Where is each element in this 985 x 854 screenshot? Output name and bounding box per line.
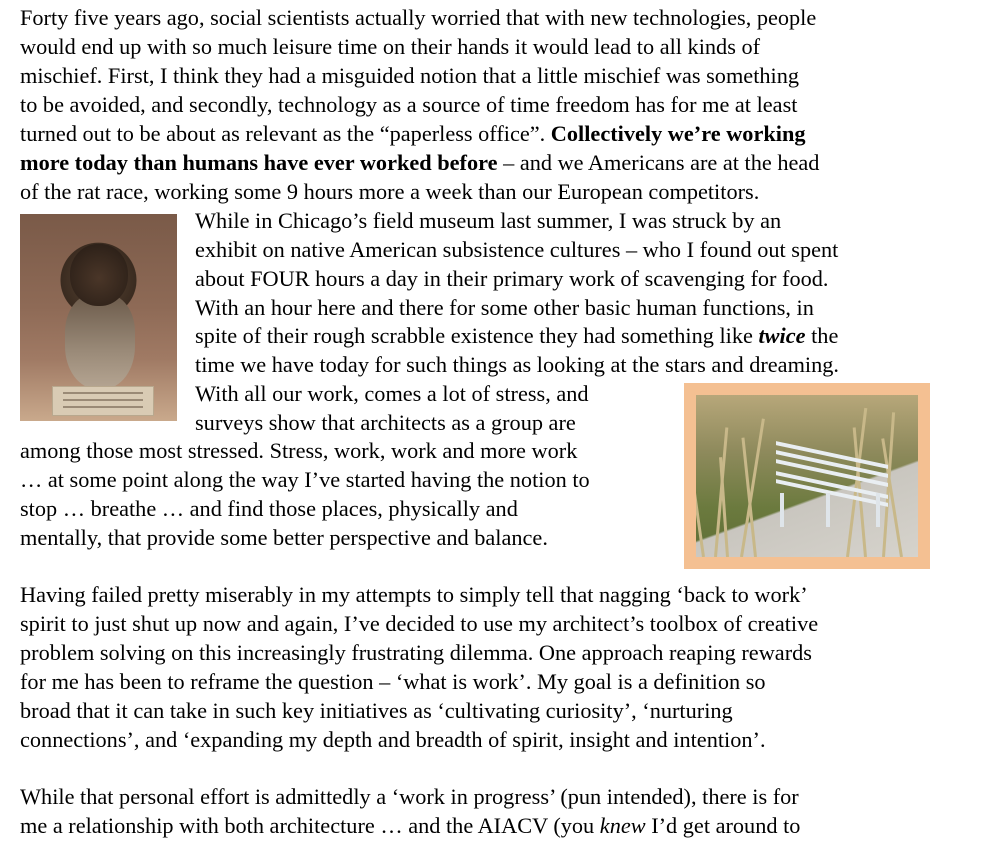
para1-line6-text: – and we Americans are at the head [497,150,820,175]
para3-line2: spirit to just shut up now and again, I’ve decided to use my architect’s toolbox of creative [20,611,819,636]
para3-line1: Having failed pretty miserably in my attempts to simply tell that nagging ‘back to work’ [20,582,808,607]
para1-line5-text: turned out to be about as relevant as the “paperless office”. [20,121,551,146]
para2-line1: While in Chicago’s field museum last summer, I was struck by an [195,208,782,233]
para2-line9: among those most stressed. Stress, work, work and more work [20,438,578,463]
para2-line5-emphasis: twice [758,323,806,348]
museum-exhibit-photo [20,214,177,421]
para2-line5-text: spite of their rough scrabble existence they had something like [195,323,759,348]
para2-line11: stop … breathe … and find those places, physically and [20,496,518,521]
figure-beard [65,294,135,389]
para3-line6: connections’, and ‘expanding my depth and breadth of spirit, insight and intention’. [20,727,766,752]
para2-line10: … at some point along the way I’ve started having the notion to [20,467,590,492]
para4-line2-tail: I’d get around to [645,813,801,838]
para2-line6: time we have today for such things as looking at the stars and dreaming. [195,352,839,377]
para2-line8: surveys show that architects as a group are [195,410,576,435]
para4-line2 [20,812,800,841]
para1-line2: would end up with so much leisure time on their hands it would lead to all kinds of [20,34,761,59]
para3-line3: problem solving on this increasingly frustrating dilemma. One approach reaping rewards [20,640,812,665]
para1-line1: Forty five years ago, social scientists actually worried that with new technologies, people [20,5,817,30]
para1-line4: to be avoided, and secondly, technology as a source of time freedom has for me at least [20,92,798,117]
para2-line12: mentally, that provide some better perspective and balance. [20,525,548,550]
bench-garden-photo [696,395,918,557]
para3-line5: broad that it can take in such key initiatives as ‘cultivating curiosity’, ‘nurturing [20,698,733,723]
figure-face [70,244,128,306]
exhibit-plaque [52,386,154,416]
para1-line7: of the rat race, working some 9 hours more a week than our European competitors. [20,179,760,204]
para2-line3: about FOUR hours a day in their primary work of scavenging for food. [195,266,829,291]
para1-line6-bold: more today than humans have ever worked before [20,150,498,175]
bench-photo-frame [684,383,930,569]
para3-line4: for me has been to reframe the question – ‘what is work’. My goal is a definition so [20,669,766,694]
para1-line6 [20,149,819,178]
para4-line2-text: me a relationship with both architecture … and the AIACV (you [20,813,600,838]
para1-line5 [20,120,806,149]
para2-line5-tail: the [805,323,839,348]
para1-line5-bold: Collectively we’re working [550,121,806,146]
para2-line2: exhibit on native American subsistence cultures – who I found out spent [195,237,839,262]
para2-line5 [195,322,838,351]
para2-line7: With all our work, comes a lot of stress, and [195,381,589,406]
bench [776,453,888,525]
para4-line2-emphasis: knew [599,813,646,838]
para1-line3: mischief. First, I think they had a misguided notion that a little mischief was something [20,63,800,88]
para4-line1: While that personal effort is admittedly a ‘work in progress’ (pun intended), there is for [20,784,799,809]
para2-line4: With an hour here and there for some other basic human functions, in [195,295,814,320]
